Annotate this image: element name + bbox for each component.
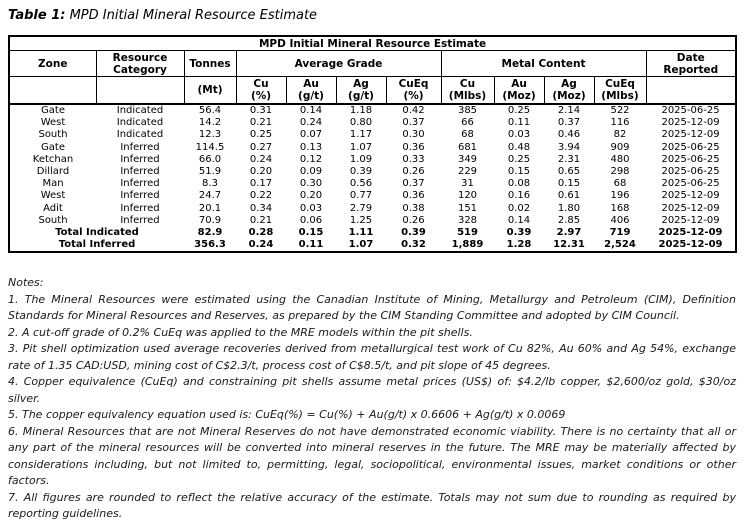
grade-ag-cell: 1.17 xyxy=(349,129,373,141)
grade-cu-cell: 0.22 xyxy=(249,190,273,202)
metal-ag-cell: 3.94 xyxy=(557,141,581,153)
col-header-metal-ag xyxy=(544,77,594,105)
table-header xyxy=(9,36,736,104)
grade-ag-cell: 1.09 xyxy=(349,153,373,165)
category-cell: Inferred xyxy=(120,202,160,214)
metal-cueq-cell: 522 xyxy=(610,105,630,116)
grade-au-cell: 0.07 xyxy=(299,129,323,141)
grade-cueq-cell: 0.37 xyxy=(402,178,425,190)
zone-unit-empty xyxy=(9,77,96,105)
zone-cell: Dillard xyxy=(36,166,70,178)
metal-ag-cell: 12.31 xyxy=(553,239,585,251)
table-body xyxy=(9,104,736,252)
table-row xyxy=(9,190,736,202)
grade-cu-cell: 0.24 xyxy=(249,153,273,165)
category-cell: Indicated xyxy=(116,129,164,141)
total-row xyxy=(9,239,736,252)
tonnes-cell: 82.9 xyxy=(197,227,223,239)
col-header-tonnes: Tonnes xyxy=(184,51,236,77)
zone-cell: Gate xyxy=(41,105,65,116)
tonnes-cell: 356.3 xyxy=(194,239,226,251)
table-row xyxy=(9,203,736,215)
metal-cu-cell: 349 xyxy=(457,153,478,165)
date-cell: 2025-12-09 xyxy=(661,129,720,141)
metal-cueq-cell: 82 xyxy=(613,129,627,141)
table-row xyxy=(9,117,736,129)
zone-cell: South xyxy=(38,129,68,141)
metal-cueq-cell: 68 xyxy=(613,178,627,190)
note-2: 2. A cut-off grade of 0.2% CuEq was applied to the MRE models within the pit shells. xyxy=(8,325,473,339)
metal-cueq-cell: 298 xyxy=(610,166,630,178)
grade-cueq-cell: 0.39 xyxy=(401,227,426,239)
grade-au-cell: 0.12 xyxy=(299,153,323,165)
zone-cell: Adit xyxy=(43,202,63,214)
unit-header-row xyxy=(9,77,736,105)
table-row xyxy=(9,215,736,227)
metal-ag-cell: 0.37 xyxy=(557,117,581,129)
category-cell: Indicated xyxy=(116,117,164,129)
grade-cueq-cell: 0.38 xyxy=(402,202,425,214)
grade-au-cell: 0.15 xyxy=(298,227,324,239)
date-cell: 2025-12-09 xyxy=(661,117,720,129)
grade-cueq-el: CuEq xyxy=(398,78,429,90)
grade-cu-cell: 0.28 xyxy=(248,227,274,239)
tonnes-cell: 8.3 xyxy=(202,178,218,190)
grade-cueq-unit: (%) xyxy=(403,90,424,102)
metal-au-cell: 0.25 xyxy=(507,153,531,165)
metal-au-unit: (Moz) xyxy=(502,90,536,102)
col-header-resource-category xyxy=(96,51,184,77)
metal-au-cell: 0.03 xyxy=(507,129,531,141)
category-cell: Inferred xyxy=(120,153,160,165)
grade-ag-cell: 0.56 xyxy=(349,178,373,190)
grade-ag-cell: 2.79 xyxy=(349,202,373,214)
tonnes-cell: 12.3 xyxy=(198,129,222,141)
metal-ag-unit: (Moz) xyxy=(552,90,586,102)
metal-cueq-cell: 909 xyxy=(610,141,630,153)
metal-cu-cell: 151 xyxy=(457,202,478,214)
metal-cu-cell: 328 xyxy=(457,214,478,226)
metal-au-cell: 0.48 xyxy=(507,141,531,153)
metal-cu-cell: 385 xyxy=(457,105,478,116)
col-header-metal-cueq xyxy=(594,77,646,105)
metal-cueq-cell: 116 xyxy=(610,117,630,129)
col-header-grade-cueq xyxy=(386,77,441,105)
total-row-label: Total Indicated xyxy=(55,227,139,239)
grade-cu-cell: 0.34 xyxy=(249,202,273,214)
date-cell: 2025-06-25 xyxy=(661,153,720,165)
metal-ag-cell: 2.31 xyxy=(557,153,581,165)
grade-cu-cell: 0.21 xyxy=(249,117,273,129)
notes-heading: Notes: xyxy=(8,276,44,290)
grade-au-cell: 0.14 xyxy=(299,105,323,116)
table-row xyxy=(9,154,736,166)
zone-cell: Ketchan xyxy=(32,153,74,165)
note-6: 6. Mineral Resources that are not Mineral Reserves do not have demonstrated economic viability. There is no certainty that all or any part of the mineral resources will be converted into mineral reserves in the future. The MRE may be materially affected by considerations including, but not limited to, permitting, legal, sociopolitical, environmental issues, market conditions or other factors. xyxy=(8,424,736,488)
grade-cueq-cell: 0.26 xyxy=(402,166,425,178)
grade-cueq-cell: 0.26 xyxy=(402,214,425,226)
tonnes-cell: 56.4 xyxy=(198,105,222,116)
grade-au-el: Au xyxy=(303,78,319,90)
date-cell: 2025-12-09 xyxy=(658,227,723,239)
col-header-grade-au xyxy=(286,77,336,105)
grade-cu-cell: 0.25 xyxy=(249,129,273,141)
metal-au-cell: 0.16 xyxy=(507,190,531,202)
grade-cu-cell: 0.31 xyxy=(249,105,273,116)
grade-au-cell: 0.30 xyxy=(299,178,323,190)
grade-au-unit: (g/t) xyxy=(298,90,324,102)
metal-ag-el: Ag xyxy=(561,78,577,90)
date-cell: 2025-12-09 xyxy=(661,214,720,226)
table-title xyxy=(8,8,736,23)
date-cell: 2025-06-25 xyxy=(661,166,720,178)
metal-cu-cell: 1,889 xyxy=(451,239,484,251)
metal-ag-cell: 0.15 xyxy=(557,178,581,190)
metal-cu-cell: 519 xyxy=(457,227,478,239)
date-unit-empty xyxy=(646,77,736,105)
zone-cell: South xyxy=(38,214,68,226)
grade-cueq-cell: 0.32 xyxy=(401,239,426,251)
category-unit-empty xyxy=(96,77,184,105)
note-5: 5. The copper equivalency equation used is: CuEq(%) = Cu(%) + Au(g/t) x 0.6606 + Ag(g/t) x 0.0069 xyxy=(8,408,566,422)
metal-cueq-cell: 406 xyxy=(610,214,630,226)
col-header-grade-cu xyxy=(236,77,286,105)
grade-cueq-cell: 0.36 xyxy=(402,190,425,202)
category-cell: Inferred xyxy=(120,166,160,178)
grade-cu-cell: 0.17 xyxy=(249,178,273,190)
col-header-date-reported xyxy=(646,51,736,77)
note-1: 1. The Mineral Resources were estimated using the Canadian Institute of Mining, Metallurgy and Petroleum (CIM), Definition Standards for Mineral Resources and Reserves, as prepared by the CIM Standing Committee and adopted by CIM Council. xyxy=(8,292,736,323)
tonnes-cell: 70.9 xyxy=(198,214,222,226)
grade-cu-cell: 0.21 xyxy=(249,214,273,226)
group-header-average-grade: Average Grade xyxy=(236,51,441,77)
zone-cell: West xyxy=(40,117,66,129)
metal-cueq-cell: 719 xyxy=(609,227,631,239)
metal-au-cell: 0.02 xyxy=(507,202,531,214)
grade-au-cell: 0.11 xyxy=(298,239,324,251)
metal-cu-cell: 66 xyxy=(461,117,474,129)
grade-cueq-cell: 0.33 xyxy=(402,153,425,165)
metal-au-cell: 1.28 xyxy=(506,239,532,251)
total-row-label: Total Inferred xyxy=(58,239,136,251)
grade-cueq-cell: 0.37 xyxy=(402,117,425,129)
caption-row xyxy=(9,36,736,51)
grade-ag-cell: 1.07 xyxy=(348,239,374,251)
tonnes-cell: 24.7 xyxy=(198,190,222,202)
metal-cu-el: Cu xyxy=(459,78,476,90)
grade-ag-cell: 1.25 xyxy=(349,214,373,226)
table-row xyxy=(9,104,736,117)
zone-cell: Man xyxy=(42,178,64,190)
tonnes-cell: 114.5 xyxy=(195,141,225,153)
grade-ag-unit: (g/t) xyxy=(348,90,374,102)
notes-section xyxy=(8,275,736,523)
grade-au-cell: 0.24 xyxy=(299,117,323,129)
table-title-label: Table 1: xyxy=(8,8,66,23)
metal-cueq-unit: (Mlbs) xyxy=(601,90,639,102)
metal-au-cell: 0.08 xyxy=(507,178,531,190)
metal-au-cell: 0.39 xyxy=(506,227,532,239)
tonnes-unit: (Mt) xyxy=(184,77,236,105)
grade-ag-cell: 1.07 xyxy=(349,141,373,153)
metal-cu-unit: (Mlbs) xyxy=(448,90,487,102)
col-header-zone: Zone xyxy=(9,51,96,77)
date-cell: 2025-12-09 xyxy=(661,190,720,202)
metal-cu-cell: 68 xyxy=(461,129,474,141)
total-row xyxy=(9,227,736,239)
metal-cu-cell: 229 xyxy=(457,166,478,178)
grade-ag-cell: 0.80 xyxy=(349,117,373,129)
metal-ag-cell: 2.14 xyxy=(557,105,581,116)
metal-cueq-cell: 168 xyxy=(610,202,630,214)
grade-ag-cell: 1.11 xyxy=(348,227,374,239)
metal-ag-cell: 0.65 xyxy=(557,166,581,178)
date-cell: 2025-06-25 xyxy=(661,178,720,190)
grade-au-cell: 0.09 xyxy=(299,166,323,178)
note-7: 7. All figures are rounded to reflect the relative accuracy of the estimate. Totals may not sum due to rounding as required by reporting guidelines. xyxy=(8,490,736,521)
grade-cueq-cell: 0.36 xyxy=(402,141,425,153)
date-reported-line1: Date xyxy=(676,51,705,64)
metal-cu-cell: 681 xyxy=(457,141,478,153)
metal-au-cell: 0.14 xyxy=(507,214,531,226)
date-cell: 2025-12-09 xyxy=(658,239,723,251)
tonnes-cell: 51.9 xyxy=(198,166,222,178)
grade-cueq-cell: 0.30 xyxy=(402,129,425,141)
tonnes-cell: 14.2 xyxy=(198,117,222,129)
grade-cu-el: Cu xyxy=(253,78,269,90)
date-cell: 2025-12-09 xyxy=(661,202,720,214)
metal-cueq-el: CuEq xyxy=(605,78,635,90)
category-cell: Inferred xyxy=(120,214,160,226)
grade-cu-cell: 0.24 xyxy=(248,239,274,251)
grade-cu-cell: 0.27 xyxy=(249,141,273,153)
metal-cu-cell: 120 xyxy=(457,190,478,202)
metal-ag-cell: 0.46 xyxy=(557,129,581,141)
grade-ag-cell: 0.39 xyxy=(349,166,373,178)
col-header-metal-au xyxy=(494,77,544,105)
metal-ag-cell: 0.61 xyxy=(557,190,581,202)
table-row xyxy=(9,178,736,190)
metal-au-cell: 0.11 xyxy=(507,117,531,129)
tonnes-cell: 66.0 xyxy=(198,153,222,165)
category-cell: Inferred xyxy=(120,190,160,202)
zone-cell: Gate xyxy=(41,141,65,153)
category-cell: Inferred xyxy=(120,141,160,153)
table-row xyxy=(9,142,736,154)
grade-ag-cell: 1.18 xyxy=(349,105,373,116)
zone-cell: West xyxy=(40,190,66,202)
grade-cueq-cell: 0.42 xyxy=(402,105,425,116)
metal-ag-cell: 2.85 xyxy=(557,214,581,226)
grade-ag-cell: 0.77 xyxy=(349,190,373,202)
metal-cueq-cell: 2,524 xyxy=(604,239,636,251)
date-cell: 2025-06-25 xyxy=(661,105,720,116)
grade-au-cell: 0.06 xyxy=(299,214,323,226)
group-header-row xyxy=(9,51,736,77)
grade-au-cell: 0.20 xyxy=(299,190,323,202)
grade-cu-unit: (%) xyxy=(250,90,272,102)
resource-category-line1: Resource xyxy=(112,51,168,64)
metal-ag-cell: 1.80 xyxy=(557,202,581,214)
note-4: 4. Copper equivalence (CuEq) and constraining pit shells assume metal prices (US$) of: $4.2/lb copper, $2,600/oz gold, $30/oz silver. xyxy=(8,375,736,405)
metal-cueq-cell: 480 xyxy=(610,153,630,165)
tonnes-cell: 20.1 xyxy=(198,202,222,214)
group-header-metal-content: Metal Content xyxy=(441,51,646,77)
category-cell: Inferred xyxy=(120,178,160,190)
metal-cu-cell: 31 xyxy=(461,178,474,190)
grade-au-cell: 0.13 xyxy=(299,141,323,153)
grade-cu-cell: 0.20 xyxy=(249,166,273,178)
table-row xyxy=(9,166,736,178)
grade-au-cell: 0.03 xyxy=(299,202,323,214)
date-reported-line2: Reported xyxy=(663,63,719,76)
metal-au-cell: 0.25 xyxy=(507,105,531,116)
table-title-text: MPD Initial Mineral Resource Estimate xyxy=(65,8,318,23)
metal-au-el: Au xyxy=(511,78,527,90)
table-caption: MPD Initial Mineral Resource Estimate xyxy=(9,36,736,51)
note-3: 3. Pit shell optimization used average recoveries derived from metallurgical test work of Cu 82%, Au 60% and Ag 54%, exchange rate of 1.35 CAD:USD, mining cost of C$2.3/t, process cost of C$8.5/t, and pit slope of 45 degrees. xyxy=(8,342,736,372)
resource-category-line2: Category xyxy=(113,63,167,76)
col-header-metal-cu xyxy=(441,77,494,105)
metal-ag-cell: 2.97 xyxy=(556,227,582,239)
category-cell: Indicated xyxy=(116,105,164,116)
metal-cueq-cell: 196 xyxy=(610,190,630,202)
date-cell: 2025-06-25 xyxy=(661,141,720,153)
grade-ag-el: Ag xyxy=(353,78,369,90)
col-header-grade-ag xyxy=(336,77,386,105)
mineral-resource-table xyxy=(8,35,737,253)
metal-au-cell: 0.15 xyxy=(507,166,531,178)
table-row xyxy=(9,129,736,141)
